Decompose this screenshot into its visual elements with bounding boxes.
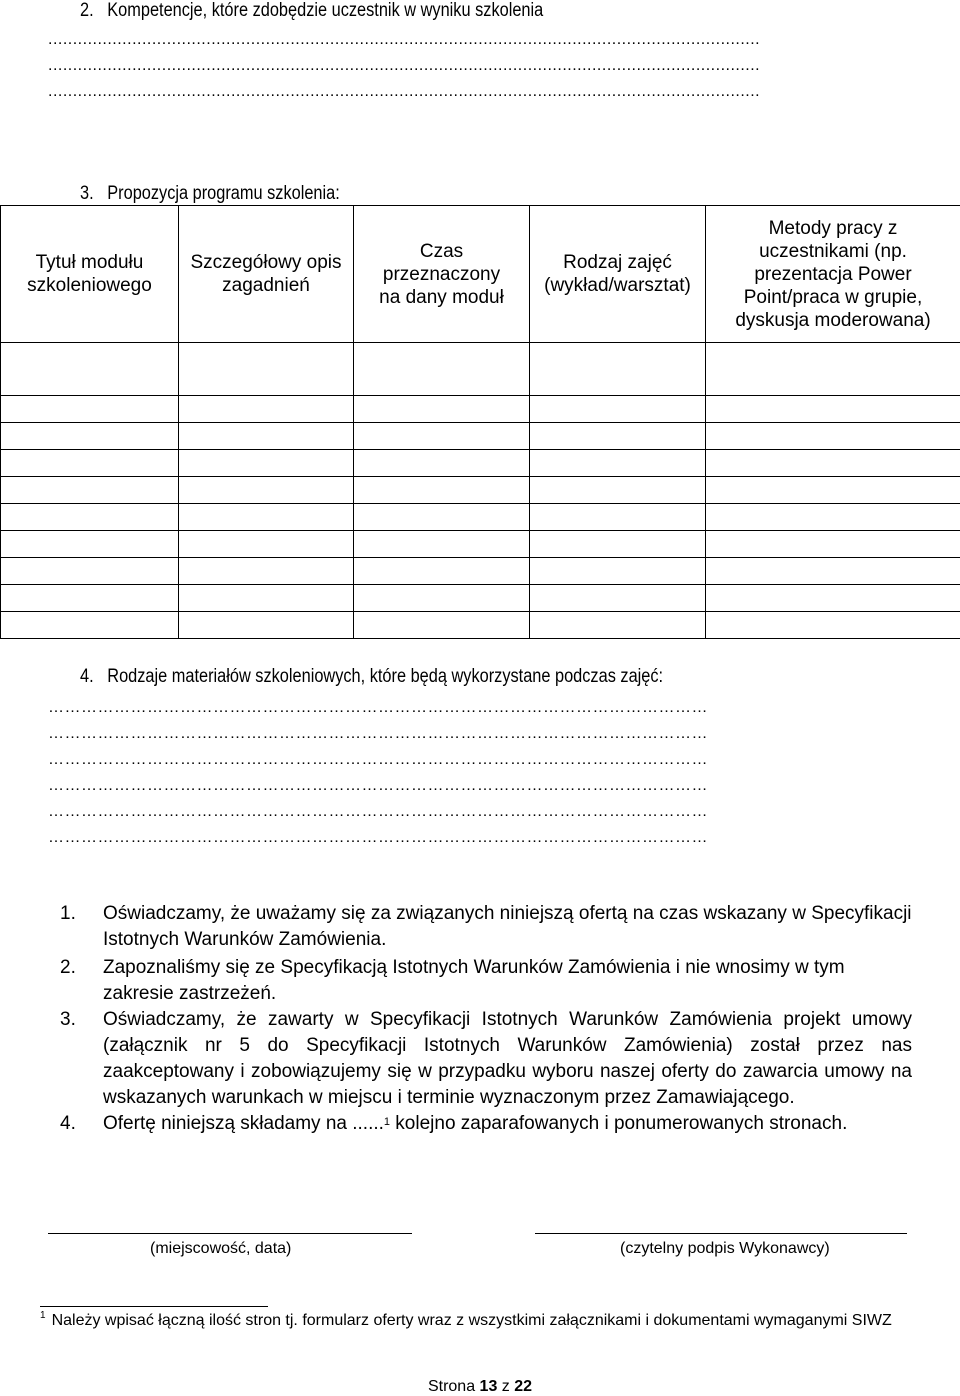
table-cell[interactable]	[530, 450, 706, 477]
table-cell[interactable]	[1, 477, 179, 504]
table-cell[interactable]	[706, 423, 960, 450]
section-3-title: Propozycja programu szkolenia:	[107, 183, 340, 204]
answer-line: …………………………………………………………………………………………………………	[48, 751, 708, 768]
table-cell[interactable]	[706, 558, 960, 585]
page-prefix: Strona	[427, 1378, 480, 1395]
table-row	[1, 585, 960, 612]
page-separator: z	[497, 1378, 515, 1395]
section-2-number: 2.	[80, 0, 94, 21]
column-header-module-duration: Czas przeznaczony na dany moduł	[354, 206, 530, 343]
answer-line: ................................................................................................................................................	[48, 83, 761, 100]
table-cell[interactable]	[530, 343, 706, 396]
section-2-heading	[80, 0, 619, 22]
statement-number: 1.	[60, 903, 76, 924]
table-cell[interactable]	[354, 612, 530, 639]
answer-line: …………………………………………………………………………………………………………	[48, 725, 708, 742]
page-current: 13	[479, 1378, 498, 1395]
table-row	[1, 558, 960, 585]
table-cell[interactable]	[354, 585, 530, 612]
table-cell[interactable]	[1, 343, 179, 396]
table-cell[interactable]	[706, 612, 960, 639]
answer-line: ................................................................................................................................................	[48, 31, 761, 48]
statement-text: Zapoznaliśmy się ze Specyfikacją Istotnych Warunków Zamówienia i nie wnosimy w tym zakresie zastrzeżeń.	[103, 957, 845, 1004]
table-cell[interactable]	[530, 504, 706, 531]
table-cell[interactable]	[706, 450, 960, 477]
statement-4	[60, 1111, 912, 1137]
table-cell[interactable]	[354, 531, 530, 558]
table-row	[1, 450, 960, 477]
signature-line	[535, 1233, 907, 1234]
table-cell[interactable]	[179, 396, 354, 423]
statement-2	[60, 955, 912, 1007]
table-row	[1, 477, 960, 504]
table-cell[interactable]	[530, 585, 706, 612]
table-cell[interactable]	[530, 396, 706, 423]
column-header-work-methods: Metody pracy z uczestnikami (np. prezentacja Power Point/praca w grupie, dyskusja moderowana)	[706, 206, 960, 343]
table-cell[interactable]	[179, 585, 354, 612]
answer-line: ................................................................................................................................................	[48, 57, 761, 74]
table-cell[interactable]	[354, 423, 530, 450]
table-cell[interactable]	[1, 558, 179, 585]
table-cell[interactable]	[179, 531, 354, 558]
table-cell[interactable]	[1, 423, 179, 450]
table-cell[interactable]	[179, 477, 354, 504]
footnote-mark: 1	[40, 1310, 46, 1321]
table-cell[interactable]	[530, 423, 706, 450]
section-4-number: 4.	[80, 666, 94, 687]
column-header-class-type: Rodzaj zajęć (wykład/warsztat)	[530, 206, 706, 343]
table-cell[interactable]	[706, 396, 960, 423]
page-number	[0, 1378, 960, 1396]
table-row	[1, 396, 960, 423]
table-cell[interactable]	[179, 558, 354, 585]
statement-number: 3.	[60, 1009, 76, 1030]
answer-line: …………………………………………………………………………………………………………	[48, 699, 708, 716]
table-cell[interactable]	[706, 585, 960, 612]
program-table	[0, 205, 960, 639]
table-cell[interactable]	[354, 504, 530, 531]
column-header-topic-description: Szczegółowy opis zagadnień	[179, 206, 354, 343]
section-4-title: Rodzaje materiałów szkoleniowych, które będą wykorzystane podczas zajęć:	[107, 666, 664, 687]
statement-3	[60, 1007, 912, 1111]
table-row	[1, 531, 960, 558]
table-cell[interactable]	[1, 504, 179, 531]
statement-text-before: Ofertę niniejszą składamy na ......	[103, 1113, 384, 1134]
table-cell[interactable]	[354, 450, 530, 477]
table-row	[1, 343, 960, 396]
table-cell[interactable]	[530, 612, 706, 639]
statement-number: 2.	[60, 957, 76, 978]
table-cell[interactable]	[179, 504, 354, 531]
footnote	[40, 1312, 892, 1330]
page-total: 22	[514, 1378, 533, 1395]
footnote-text: Należy wpisać łączną ilość stron tj. formularz oferty wraz z wszystkimi załącznikami i dokumentami wymaganymi SIWZ	[51, 1312, 892, 1329]
table-row	[1, 504, 960, 531]
answer-line: …………………………………………………………………………………………………………	[48, 803, 708, 820]
place-date-line	[48, 1233, 412, 1234]
table-cell[interactable]	[179, 423, 354, 450]
column-header-module-title: Tytuł modułu szkoleniowego	[1, 206, 179, 343]
statement-text: Oświadczamy, że zawarty w Specyfikacji Istotnych Warunków Zamówienia projekt umowy (załącznik nr 5 do Specyfikacji Istotnych Warunków Zamówienia) został przez nas zaakceptowany i zobowiązujemy się w przypadku wyboru naszej oferty do zawarcia umowy na wskazanych warunkach w miejscu i terminie wyznaczonym przez Zamawiającego.	[103, 1009, 912, 1108]
statement-text: Oświadczamy, że uważamy się za związanych niniejszą ofertą na czas wskazany w Specyfikacji Istotnych Warunków Zamówienia.	[103, 903, 912, 950]
table-cell[interactable]	[706, 343, 960, 396]
table-row	[1, 612, 960, 639]
table-cell[interactable]	[530, 558, 706, 585]
table-cell[interactable]	[530, 531, 706, 558]
section-3-number: 3.	[80, 183, 94, 204]
table-cell[interactable]	[354, 396, 530, 423]
statement-number: 4.	[60, 1113, 76, 1134]
statement-1	[60, 901, 912, 953]
answer-line: …………………………………………………………………………………………………………	[48, 829, 708, 846]
table-cell[interactable]	[1, 612, 179, 639]
statement-text-after: kolejno zaparafowanych i ponumerowanych stronach.	[390, 1113, 848, 1134]
table-cell[interactable]	[530, 477, 706, 504]
table-cell[interactable]	[354, 477, 530, 504]
table-row	[1, 423, 960, 450]
table-cell[interactable]	[354, 343, 530, 396]
table-cell[interactable]	[354, 558, 530, 585]
table-cell[interactable]	[1, 585, 179, 612]
answer-line: …………………………………………………………………………………………………………	[48, 777, 708, 794]
table-cell[interactable]	[179, 450, 354, 477]
table-cell[interactable]	[1, 450, 179, 477]
table-cell[interactable]	[1, 396, 179, 423]
footnote-reference: 1	[383, 1116, 391, 1128]
place-date-label: (miejscowość, data)	[150, 1240, 292, 1257]
table-cell[interactable]	[706, 504, 960, 531]
table-cell[interactable]	[706, 531, 960, 558]
section-2-title: Kompetencje, które zdobędzie uczestnik w wyniku szkolenia	[107, 0, 544, 21]
footnote-separator	[40, 1306, 268, 1307]
signature-label: (czytelny podpis Wykonawcy)	[620, 1240, 830, 1257]
table-cell[interactable]	[706, 477, 960, 504]
table-cell[interactable]	[1, 531, 179, 558]
table-cell[interactable]	[179, 612, 354, 639]
statement-text	[103, 1111, 912, 1137]
table-cell[interactable]	[179, 343, 354, 396]
section-3-heading	[80, 183, 382, 205]
section-4-heading	[80, 666, 758, 688]
